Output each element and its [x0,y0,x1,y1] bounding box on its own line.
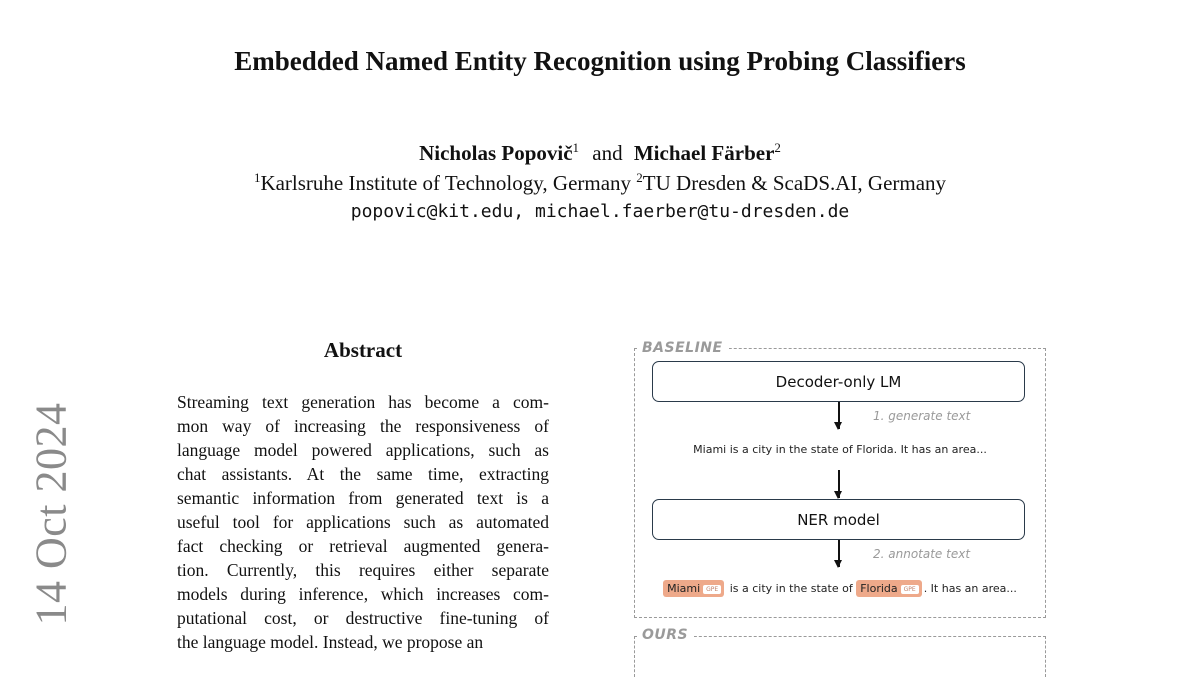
author-2-sup: 2 [774,140,781,155]
baseline-label: BASELINE [638,340,729,356]
entity-highlight [663,580,724,597]
affiliation-2-text: TU Dresden & ScaDS.AI, Germany [642,171,947,195]
arxiv-date-stamp [26,380,76,648]
abstract-line: putational cost, or destructive fine-tuning of [177,608,549,628]
entity-text: Miami [667,582,701,595]
step-1-label: 1. generate text [873,409,971,423]
annotated-tail-text: . It has an area... [923,582,1017,595]
abstract-line: models during inference, which increases com- [177,584,549,604]
ours-panel [634,636,1046,677]
abstract-line: tion. Currently, this requires either separate [177,560,549,580]
author-1-name: Nicholas Popovič [419,141,573,165]
arrow-down-icon [838,470,840,498]
step-2-label: 2. annotate text [873,547,971,561]
annotated-middle-text: is a city in the state of [726,582,857,595]
author-1-sup: 1 [572,140,580,155]
arxiv-date-text: 14 Oct 2024 [26,402,76,626]
annotated-text-example [630,580,1050,597]
abstract-line: fact checking or retrieval augmented genera- [177,536,549,556]
author-joiner: and [592,141,623,165]
author-emails: popovic@kit.edu, michael.faerber@tu-dresden.de [350,201,850,222]
entity-type-tag: GPE [901,585,919,594]
entity-highlight [856,580,921,597]
abstract-line: the language model. Instead, we propose an [177,632,484,652]
author-2-name: Michael Färber [633,141,775,165]
entity-text: Florida [860,582,898,595]
ours-label: OURS [638,627,694,643]
abstract-line: Streaming text generation has become a com- [177,392,549,412]
abstract-line: language model powered applications, such as [177,440,549,460]
abstract-line: semantic information from generated text is a [177,488,549,508]
decoder-lm-box: Decoder-only LM [652,361,1025,402]
author-line [0,140,1200,166]
abstract-line: useful tool for applications such as automated [177,512,549,532]
affiliation-1-sup: 1 [253,170,261,185]
affiliation-line [0,170,1200,196]
paper-title: Embedded Named Entity Recognition using Probing Classifiers [234,46,966,76]
figure-pipeline-diagram [630,336,1050,648]
abstract-line: mon way of increasing the responsiveness of [177,416,549,436]
affiliation-2-sup: 2 [636,170,643,185]
arrow-down-icon [838,540,840,567]
affiliation-1-text: Karlsruhe Institute of Technology, Germany [260,171,632,195]
abstract-line: chat assistants. At the same time, extracting [177,464,549,484]
generated-text-example: Miami is a city in the state of Florida. It has an area... [693,443,987,456]
arrow-down-icon [838,402,840,429]
entity-type-tag: GPE [703,585,721,594]
ner-model-box: NER model [652,499,1025,540]
abstract-heading: Abstract [323,338,403,362]
